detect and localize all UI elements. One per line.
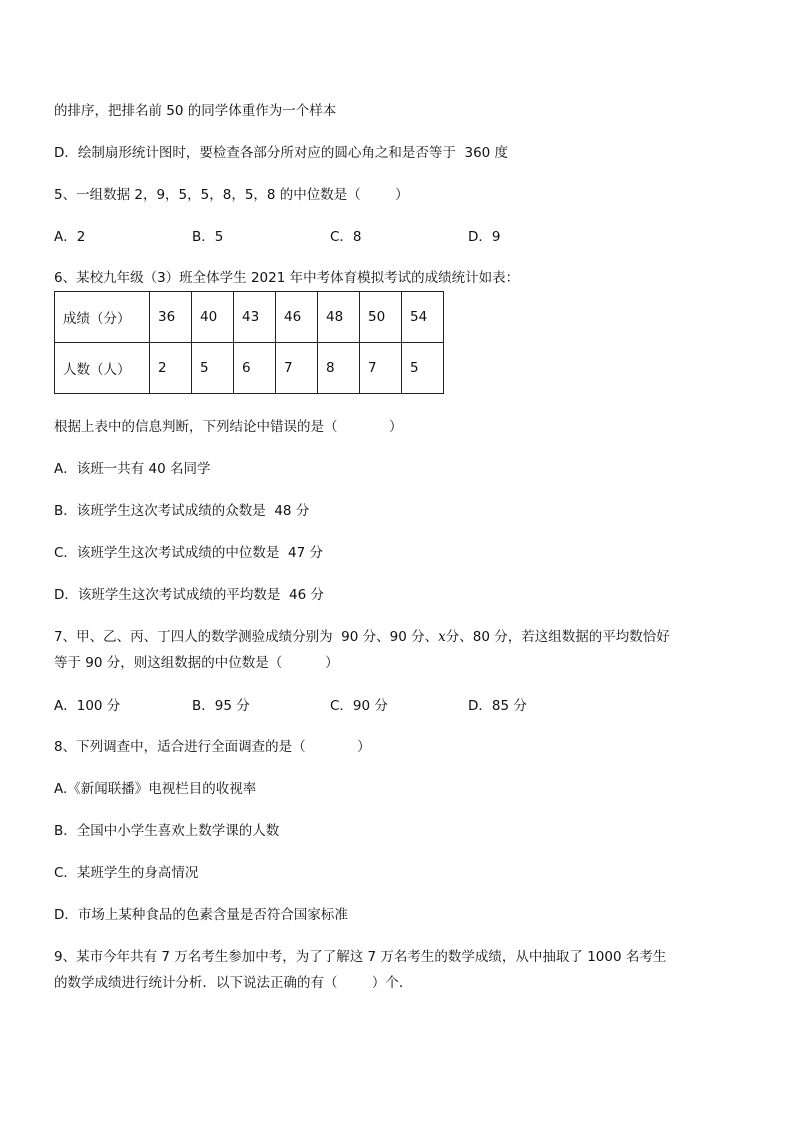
q8-option-d: D．市场上某种食品的色素含量是否符合国家标准 — [54, 907, 348, 923]
q7-option-b: B．95 分 — [192, 698, 250, 714]
table-cell: 54 — [402, 292, 444, 343]
q7-option-a: A．100 分 — [54, 698, 121, 714]
table-cell: 36 — [150, 292, 192, 343]
table-header-count: 人数（人） — [55, 343, 150, 394]
question-9-line2: 的数学成绩进行统计分析．以下说法正确的有（ ）个． — [54, 975, 413, 991]
question-5: 5、一组数据 2，9，5，5，8，5，8 的中位数是（ ） — [54, 187, 409, 203]
q5-option-a: A．2 — [54, 229, 86, 245]
table-cell: 7 — [360, 343, 402, 394]
q7-text-part2: 分、80 分，若这组数据的平均数恰好 — [445, 629, 670, 645]
table-cell: 7 — [276, 343, 318, 394]
q6-option-b: B．该班学生这次考试成绩的众数是 48 分 — [54, 503, 310, 519]
table-row — [55, 343, 444, 394]
table-cell: 8 — [318, 343, 360, 394]
text-line-sample-ordering: 的排序，把排名前 50 的同学体重作为一个样本 — [54, 103, 337, 119]
q6-option-d: D．该班学生这次考试成绩的平均数是 46 分 — [54, 587, 324, 603]
question-6-stem: 根据上表中的信息判断，下列结论中错误的是（ ） — [54, 419, 403, 435]
option-d-pie-chart: D．绘制扇形统计图时，要检查各部分所对应的圆心角之和是否等于 360 度 — [54, 145, 509, 161]
table-cell: 50 — [360, 292, 402, 343]
table-cell: 5 — [192, 343, 234, 394]
q7-variable-x: x — [438, 629, 446, 645]
table-cell: 2 — [150, 343, 192, 394]
table-cell: 48 — [318, 292, 360, 343]
table-cell: 40 — [192, 292, 234, 343]
q8-option-b: B．全国中小学生喜欢上数学课的人数 — [54, 823, 280, 839]
q5-option-b: B．5 — [192, 229, 224, 245]
q7-text-part1: 7、甲、乙、丙、丁四人的数学测验成绩分别为 90 分、90 分、 — [54, 629, 439, 645]
q7-option-c: C．90 分 — [330, 698, 388, 714]
q8-option-a: A.《新闻联播》电视栏目的收视率 — [54, 781, 257, 797]
question-7 — [54, 628, 670, 646]
q6-option-c: C．该班学生这次考试成绩的中位数是 47 分 — [54, 545, 323, 561]
question-6: 6、某校九年级（3）班全体学生 2021 年中考体育模拟考试的成绩统计如表： — [54, 270, 520, 286]
q6-option-a: A．该班一共有 40 名同学 — [54, 461, 211, 477]
q7-option-d: D．85 分 — [468, 698, 527, 714]
table-cell: 6 — [234, 343, 276, 394]
question-8: 8、下列调查中，适合进行全面调查的是（ ） — [54, 739, 371, 755]
table-row — [55, 292, 444, 343]
score-statistics-table — [54, 291, 444, 394]
table-cell: 46 — [276, 292, 318, 343]
question-9: 9、某市今年共有 7 万名考生参加中考，为了了解这 7 万名考生的数学成绩，从中抽取了 1000 名考生 — [54, 949, 667, 965]
table-cell: 5 — [402, 343, 444, 394]
table-header-score: 成绩（分） — [55, 292, 150, 343]
q8-option-c: C．某班学生的身高情况 — [54, 865, 199, 881]
table-cell: 43 — [234, 292, 276, 343]
q5-option-d: D．9 — [468, 229, 501, 245]
question-7-line2: 等于 90 分，则这组数据的中位数是（ ） — [54, 655, 339, 671]
q5-option-c: C．8 — [330, 229, 362, 245]
